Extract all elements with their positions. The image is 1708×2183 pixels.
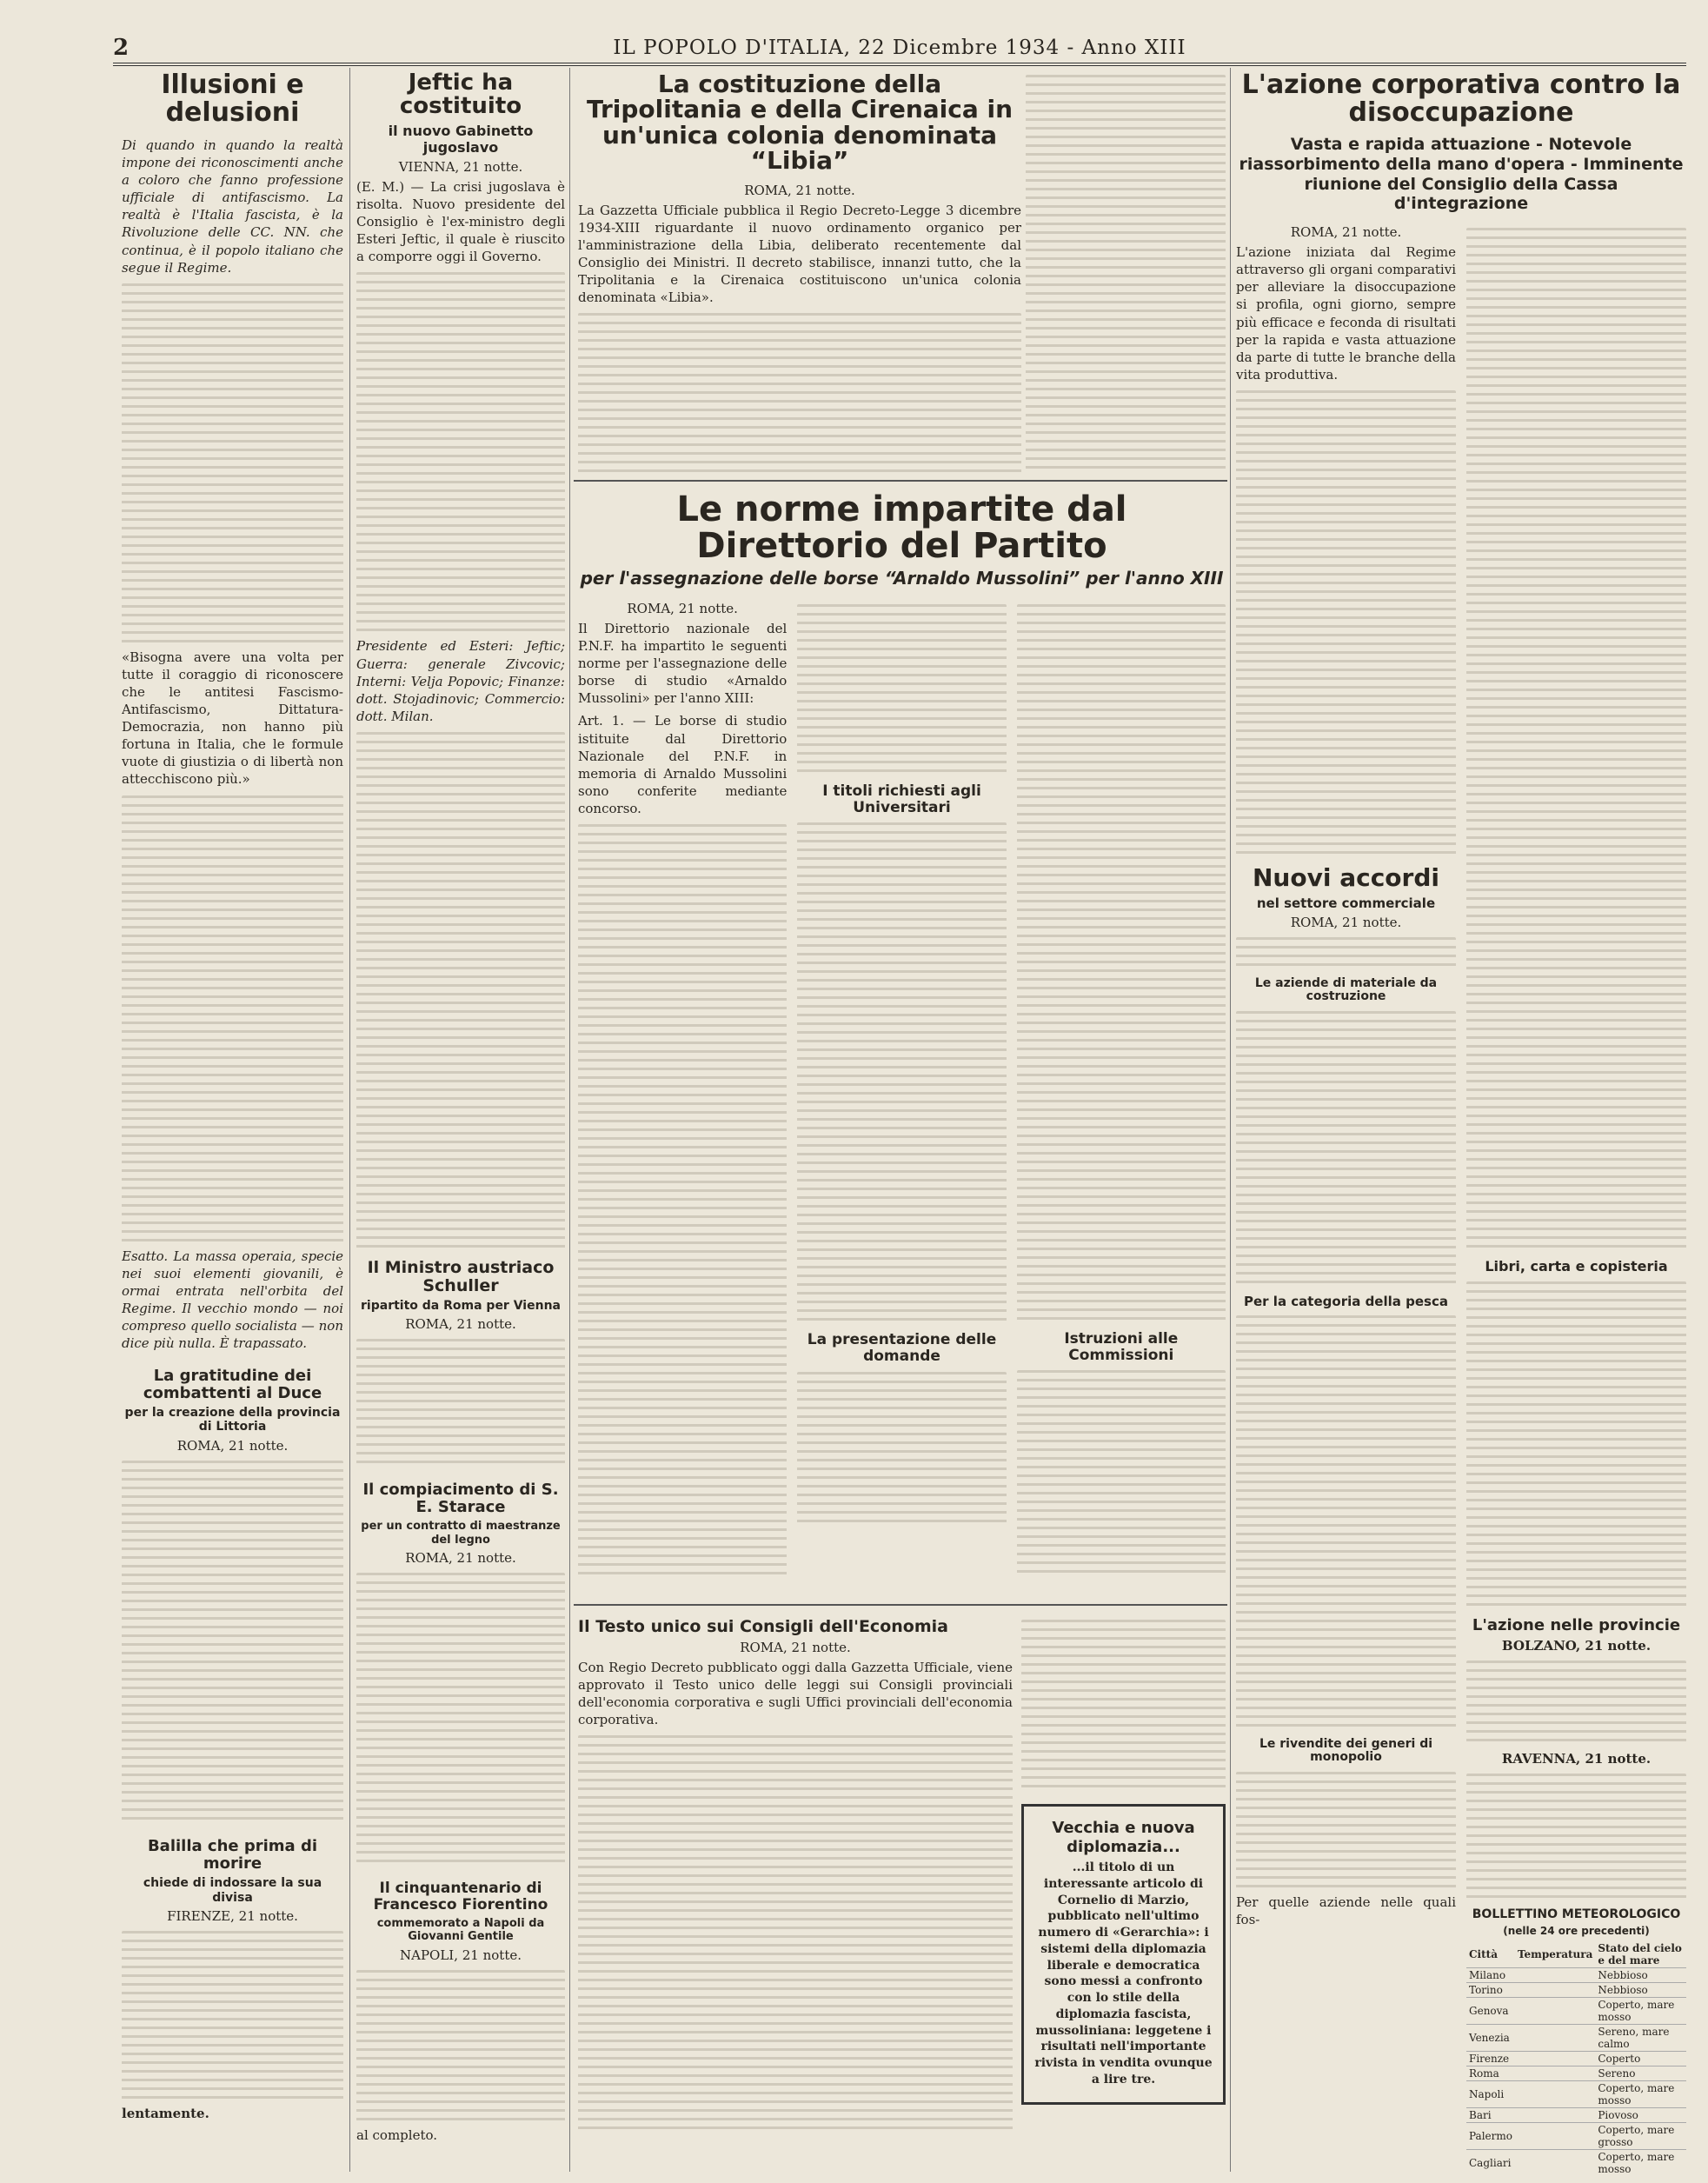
article-headline: Il cinquantenario di Francesco Fiorentino	[373, 1880, 548, 1913]
advert-body: ...il titolo di un interessante articolo di Cornelio di Marzio, pubblicato nell'ultimo numero di «Gerarchia»: i sistemi della diplomazia liberale e democratica sono messi a confronto con lo stile della diplomazia fascista, mussoliniana: leggetene i risultati nell'importante rivista in vendita ovunque a lire tre.	[1034, 1860, 1213, 2086]
text-block	[122, 1461, 343, 1826]
advert-column	[1021, 1613, 1226, 2178]
article-end: al completo.	[356, 2126, 438, 2143]
text-block	[1466, 1661, 1686, 1747]
article-headline: Il compiacimento di S. E. Starace	[362, 1481, 559, 1517]
article-subheadline: nel settore commerciale	[1256, 895, 1436, 911]
text-block	[1236, 1011, 1456, 1289]
section-heading: I titoli richiesti agli Universitari	[822, 782, 981, 816]
weather-sky: Sereno, mare calmo	[1595, 2024, 1686, 2051]
article-paragraph: Art. 1. — Le borse di studio istituite dal Direttorio Nazionale del P.N.F. in memoria di Arnaldo Mussolini sono conferite mediante concorso.	[578, 713, 788, 816]
text-block	[1466, 228, 1686, 1254]
weather-subtitle: (nelle 24 ore precedenti)	[1503, 1925, 1650, 1938]
article-headline: Il Ministro austriaco Schuller	[367, 1257, 555, 1295]
weather-sky: Coperto, mare mosso	[1595, 1997, 1686, 2024]
article-subheadline: per la creazione della provincia di Littoria	[124, 1405, 341, 1434]
text-block	[356, 1970, 565, 2126]
borse-article	[578, 491, 1226, 1600]
article-subheadline: Vasta e rapida attuazione - Notevole riassorbimento della mano d'opera - Imminente riunione del Consiglio della Cassa d'integrazione	[1239, 135, 1684, 214]
weather-sky: Coperto, mare grosso	[1595, 2122, 1686, 2149]
text-block	[356, 1573, 565, 1868]
weather-city: Firenze	[1466, 2051, 1515, 2066]
article-lead: Di quando in quando la realtà impone dei riconoscimenti anche a coloro che fanno professione ufficiale di antifascismo. La realtà è l'Italia fascista, è la Rivoluzione delle CC. NN. che continua, è il popolo italiano che segue il Regime.	[122, 137, 343, 276]
section-heading: L'azione nelle provincie	[1472, 1615, 1681, 1634]
dateline: ROMA, 21 notte.	[1290, 224, 1402, 241]
article-end: lentamente.	[122, 2106, 209, 2122]
text-block	[797, 1372, 1006, 1528]
text-block	[122, 795, 343, 1248]
page-number: 2	[113, 35, 130, 61]
right-section	[1236, 71, 1686, 2175]
article-headline: La costituzione della Tripolitania e della Cirenaica in un'unica colonia denominata “Libia”	[586, 71, 1014, 176]
weather-city: Genova	[1466, 1997, 1515, 2024]
weather-row	[1466, 2066, 1686, 2080]
weather-sky: Piovoso	[1595, 2107, 1686, 2122]
article-body: L'azione iniziata dal Regime attraverso gli organi comparativi per alleviare la disoccupazione si profila, ogni giorno, sempre più efficace e feconda di risultati per la rapida e vasta attuazione da parte di tutte le branche della vita produttiva.	[1236, 244, 1456, 383]
section-heading: Libri, carta e copisteria	[1485, 1258, 1668, 1275]
weather-row	[1466, 1967, 1686, 1982]
weather-sky: Sereno	[1595, 2066, 1686, 2080]
dateline: NAPOLI, 21 notte.	[399, 1947, 522, 1963]
libia-article	[578, 71, 1021, 476]
text-block	[1017, 1370, 1226, 1579]
text-block	[1236, 1772, 1456, 1893]
article-headline: L'azione corporativa contro la disoccupazione	[1241, 71, 1681, 128]
weather-city: Bari	[1466, 2107, 1515, 2122]
weather-temperature	[1515, 2080, 1595, 2107]
weather-city: Roma	[1466, 2066, 1515, 2080]
article-subheadline: ripartito da Roma per Vienna	[361, 1298, 561, 1313]
weather-sky: Coperto, mare mosso	[1595, 2149, 1686, 2175]
weather-temperature	[1515, 1967, 1595, 1982]
weather-temperature	[1515, 2066, 1595, 2080]
weather-sky: Coperto, mare mosso	[1595, 2080, 1686, 2107]
weather-row	[1466, 1997, 1686, 2024]
column-2	[356, 71, 565, 2175]
article-body: «Bisogna avere una volta per tutte il coraggio di riconoscere che le antitesi Fascismo-Antifascismo, Dittatura-Democrazia, non hanno più fortuna in Italia, che le formule vuote di giustizia o di libertà non attecchiscono più.»	[122, 649, 343, 788]
borse-column	[797, 597, 1006, 1581]
article-headline: Nuovi accordi	[1253, 862, 1439, 892]
dateline: ROMA, 21 notte.	[1290, 914, 1402, 930]
weather-temperature	[1515, 1997, 1595, 2024]
text-block	[578, 824, 787, 1581]
section-rule	[574, 480, 1227, 482]
cabinet-list: Presidente ed Esteri: Jeftic; Guerra: generale Zivcovic; Interni: Velja Popovic; Finanze: dott. Stojadinovic; Commercio: dott. Milan.	[356, 638, 565, 724]
text-block	[1466, 1774, 1686, 1904]
text-block	[578, 1735, 1013, 2135]
weather-header: Città	[1466, 1941, 1515, 1968]
weather-sky: Nebbioso	[1595, 1982, 1686, 1997]
weather-temperature	[1515, 2051, 1595, 2066]
article-end: Per quelle aziende nelle quali fos-	[1236, 1893, 1456, 1927]
dateline: ROMA, 21 notte.	[627, 601, 738, 616]
right-columns	[1236, 221, 1686, 2175]
right-column	[1236, 221, 1456, 2175]
article-subheadline: commemorato a Napoli da Giovanni Gentile	[376, 1916, 545, 1944]
dateline: FIRENZE, 21 notte.	[167, 1908, 298, 1925]
text-block	[1026, 75, 1226, 470]
weather-bulletin	[1466, 1907, 1686, 2175]
weather-row	[1466, 2080, 1686, 2107]
text-block	[1236, 390, 1456, 860]
article-subheadline: chiede di indossare la sua divisa	[143, 1875, 322, 1905]
weather-rows	[1466, 1967, 1686, 2175]
dateline: RAVENNA, 21 notte.	[1501, 1750, 1652, 1767]
article-body: Il Direttorio nazionale del P.N.F. ha impartito le seguenti norme per l'assegnazione delle borse di studio «Arnaldo Mussolini» per l'anno XIII:	[578, 621, 788, 707]
section-heading: Istruzioni alle Commissioni	[1064, 1330, 1179, 1364]
article-headline: Le norme impartite dal Direttorio del Partito	[676, 491, 1127, 566]
dateline: ROMA, 21 notte.	[405, 1550, 516, 1567]
text-block	[797, 822, 1006, 1327]
weather-city: Napoli	[1466, 2080, 1515, 2107]
text-block	[578, 313, 1021, 476]
weather-row	[1466, 2122, 1686, 2149]
weather-temperature	[1515, 2149, 1595, 2175]
gerarchia-advert	[1021, 1804, 1226, 2105]
weather-temperature	[1515, 1982, 1595, 1997]
column-rule	[1230, 68, 1231, 2172]
section-heading: Le rivendite dei generi di monopolio	[1259, 1737, 1433, 1765]
borse-column	[578, 597, 787, 1581]
dateline: ROMA, 21 notte.	[405, 1316, 516, 1333]
weather-city: Palermo	[1466, 2122, 1515, 2149]
text-block	[1021, 1620, 1226, 1794]
article-headline: La gratitudine dei combattenti al Duce	[143, 1367, 322, 1402]
borse-columns	[578, 597, 1226, 1581]
article-headline: Jeftic ha costituito	[399, 71, 522, 120]
weather-temperature	[1515, 2122, 1595, 2149]
weather-city: Milano	[1466, 1967, 1515, 1982]
article-conclusion: Esatto. La massa operaia, specie nei suoi elementi giovanili, è ormai entrata nell'orbita del Regime. Il vecchio mondo — noi compreso quello socialista — non dice più nulla. È trapassato.	[122, 1248, 343, 1351]
text-block	[122, 283, 343, 649]
section-rule	[574, 1604, 1227, 1606]
article-headline: Balilla che prima di morire	[147, 1837, 318, 1874]
weather-row	[1466, 1982, 1686, 1997]
article-subheadline: per l'assegnazione delle borse “Arnaldo Mussolini” per l'anno XIII	[580, 568, 1224, 589]
weather-sky: Nebbioso	[1595, 1967, 1686, 1982]
text-block	[1236, 1315, 1456, 1733]
column-1	[122, 71, 343, 2175]
article-headline: Il Testo unico sui Consigli dell'Economia	[578, 1617, 948, 1636]
column-rule	[349, 68, 350, 2172]
text-block	[356, 1339, 565, 1469]
dateline: ROMA, 21 notte.	[740, 1639, 851, 1655]
article-subheadline: per un contratto di maestranze del legno	[361, 1520, 561, 1547]
weather-table	[1466, 1941, 1686, 2175]
text-block	[356, 732, 565, 1254]
section-heading: La presentazione delle domande	[807, 1331, 997, 1366]
text-block	[356, 272, 565, 637]
weather-header: Temperatura	[1515, 1941, 1595, 1968]
weather-row	[1466, 2107, 1686, 2122]
libia-article-continued	[1026, 71, 1226, 476]
article-subheadline: il nuovo Gabinetto jugoslavo	[388, 122, 534, 156]
weather-city: Torino	[1466, 1982, 1515, 1997]
dateline: BOLZANO, 21 notte.	[1501, 1637, 1652, 1654]
weather-row	[1466, 2024, 1686, 2051]
weather-row	[1466, 2051, 1686, 2066]
weather-city: Venezia	[1466, 2024, 1515, 2051]
section-heading: Le aziende di materiale da costruzione	[1254, 975, 1438, 1004]
article-body: La Gazzetta Ufficiale pubblica il Regio Decreto-Legge 3 dicembre 1934-XIII riguardante il nuovo ordinamento organico per l'amministrazione della Libia, deliberato recentemente dal Consiglio dei Ministri. Il decreto stabilisce, innanzi tutto, che la Tripolitania e la Cirenaica costituiscono un'unica colonia denominata «Libia».	[578, 202, 1021, 306]
weather-city: Cagliari	[1466, 2149, 1515, 2175]
weather-temperature	[1515, 2107, 1595, 2122]
dateline: ROMA, 21 notte.	[176, 1438, 289, 1454]
weather-sky: Coperto	[1595, 2051, 1686, 2066]
masthead-title: IL POPOLO D'ITALIA, 22 Dicembre 1934 - Anno XIII	[613, 37, 1186, 59]
text-block	[122, 1931, 343, 2105]
text-block	[797, 604, 1006, 778]
dateline: VIENNA, 21 notte.	[398, 158, 523, 175]
text-block	[1236, 937, 1456, 972]
text-block	[1017, 604, 1226, 1326]
article-headline: Illusioni e delusioni	[161, 71, 304, 128]
masthead	[113, 35, 1686, 66]
text-block	[1466, 1281, 1686, 1612]
weather-temperature	[1515, 2024, 1595, 2051]
consigli-economia-article	[578, 1613, 1013, 2178]
column-rule	[569, 68, 570, 2172]
weather-header: Stato del cielo e del mare	[1595, 1941, 1686, 1968]
weather-row	[1466, 2149, 1686, 2175]
borse-column	[1017, 597, 1226, 1581]
weather-title: BOLLETTINO METEOROLOGICO	[1472, 1907, 1681, 1921]
section-heading: Per la categoria della pesca	[1244, 1293, 1448, 1309]
dateline: ROMA, 21 notte.	[744, 182, 855, 198]
article-body: Con Regio Decreto pubblicato oggi dalla Gazzetta Ufficiale, viene approvato il Testo unico delle leggi sui Consigli provinciali dell'economia corporativa e sugli Uffici provinciali dell'economia corporativa.	[578, 1659, 1013, 1728]
advert-title: Vecchia e nuova diplomazia...	[1052, 1819, 1195, 1856]
right-column	[1466, 221, 1686, 2175]
article-body: (E. M.) — La crisi jugoslava è risolta. Nuovo presidente del Consiglio è l'ex-ministro degli Esteri Jeftic, il quale è riuscito a comporre oggi il Governo.	[356, 178, 565, 265]
